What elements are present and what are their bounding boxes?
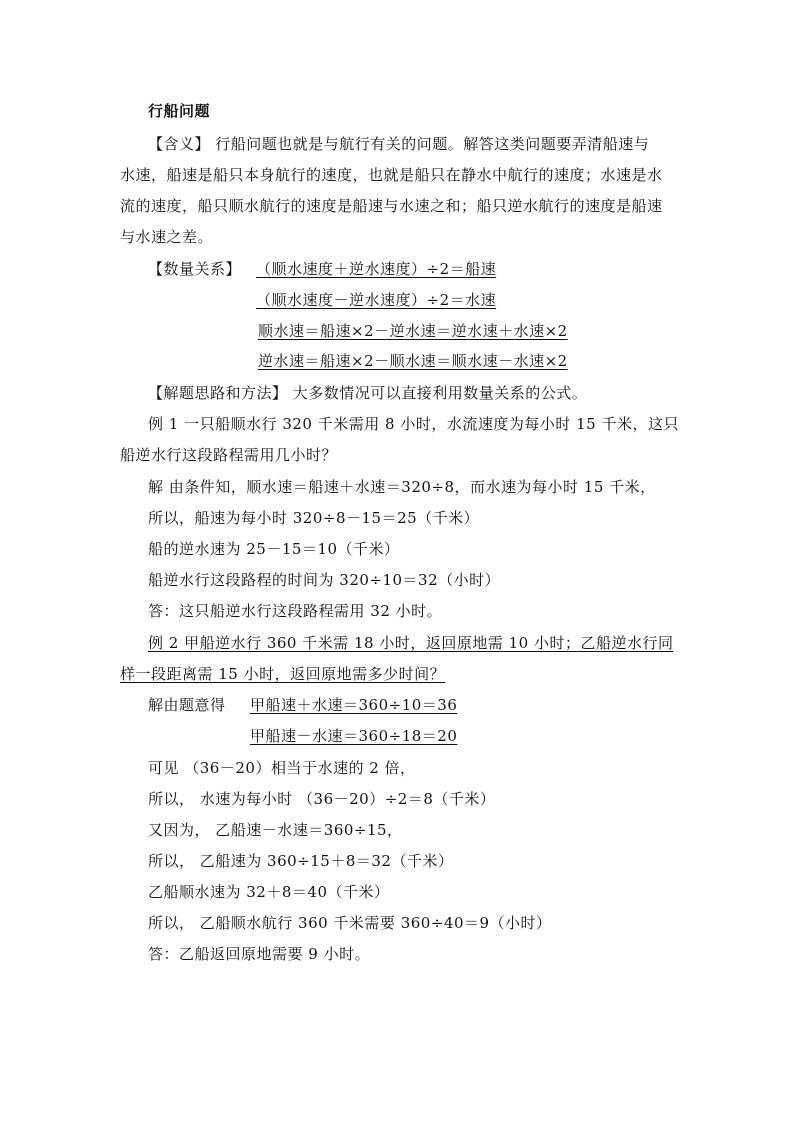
example2-solution-line: 所以， 水速为每小时 （36－20）÷2＝8（千米） xyxy=(148,790,496,808)
meaning-line: 水速，船速是船只本身航行的速度，也就是船只在静水中航行的速度；水速是水 xyxy=(120,166,663,184)
formula: （顺水速度－逆水速度）÷2＝水速 xyxy=(256,291,497,309)
example2-solution-line: 乙船顺水速为 32＋8＝40（千米） xyxy=(148,883,390,901)
formula: （顺水速度＋逆水速度）÷2＝船速 xyxy=(256,260,497,278)
meaning-label: 【含义】 xyxy=(148,135,211,153)
method-text: 大多数情况可以直接利用数量关系的公式。 xyxy=(292,384,588,402)
example2-answer: 答：乙船返回原地需要 9 小时。 xyxy=(148,945,371,963)
example2-equation: 甲船速－水速＝360÷18＝20 xyxy=(250,727,458,745)
example2-solution-line: 可见 （36－20）相当于水速的 2 倍， xyxy=(148,759,416,777)
example1-solution-line: 船的逆水速为 25－15＝10（千米） xyxy=(148,540,400,558)
example1-solution-line: 船逆水行这段路程的时间为 320÷10＝32（小时） xyxy=(148,571,501,589)
formula: 逆水速＝船速×2－顺水速＝顺水速－水速×2 xyxy=(258,352,568,370)
example2-solution-line: 所以， 乙船顺水航行 360 千米需要 360÷40＝9（小时） xyxy=(148,914,552,932)
page-title: 行船问题 xyxy=(148,102,211,120)
example2-equation: 甲船速＋水速＝360÷10＝36 xyxy=(250,696,458,714)
formula: 顺水速＝船速×2－逆水速＝逆水速＋水速×2 xyxy=(258,322,568,340)
meaning-line: 与水速之差。 xyxy=(120,228,214,246)
example1-solution-line: 所以，船速为每小时 320÷8－15＝25（千米） xyxy=(148,509,480,527)
example2-question-line: 例 2 甲船逆水行 360 千米需 18 小时，返回原地需 10 小时；乙船逆水行同 xyxy=(148,634,674,652)
relations-label: 【数量关系】 xyxy=(148,260,242,278)
method-line xyxy=(148,382,587,404)
example1-question-line: 例 1 一只船顺水行 320 千米需用 8 小时，水流速度为每小时 15 千米，这只 xyxy=(148,415,679,433)
meaning-line: 流的速度，船只顺水航行的速度是船速与水速之和；船只逆水航行的速度是船速 xyxy=(120,197,663,215)
method-label: 【解题思路和方法】 xyxy=(148,384,288,402)
meaning-first-line xyxy=(148,133,649,155)
example2-solution-prefix: 解由题意得 xyxy=(148,696,226,714)
example1-question-line: 船逆水行这段路程需用几小时？ xyxy=(120,446,338,464)
example2-solution-line: 又因为， 乙船速－水速＝360÷15， xyxy=(148,821,403,839)
meaning-line: 行船问题也就是与航行有关的问题。解答这类问题要弄清船速与 xyxy=(215,135,650,153)
example1-solution-line: 解 由条件知，顺水速＝船速＋水速＝320÷8，而水速为每小时 15 千米， xyxy=(148,478,656,496)
example1-answer: 答：这只船逆水行这段路程需用 32 小时。 xyxy=(148,602,443,620)
example2-solution-line: 所以， 乙船速为 360÷15＋8＝32（千米） xyxy=(148,852,454,870)
example2-question-line: 样一段距离需 15 小时，返回原地需多少时间？ xyxy=(120,665,446,683)
